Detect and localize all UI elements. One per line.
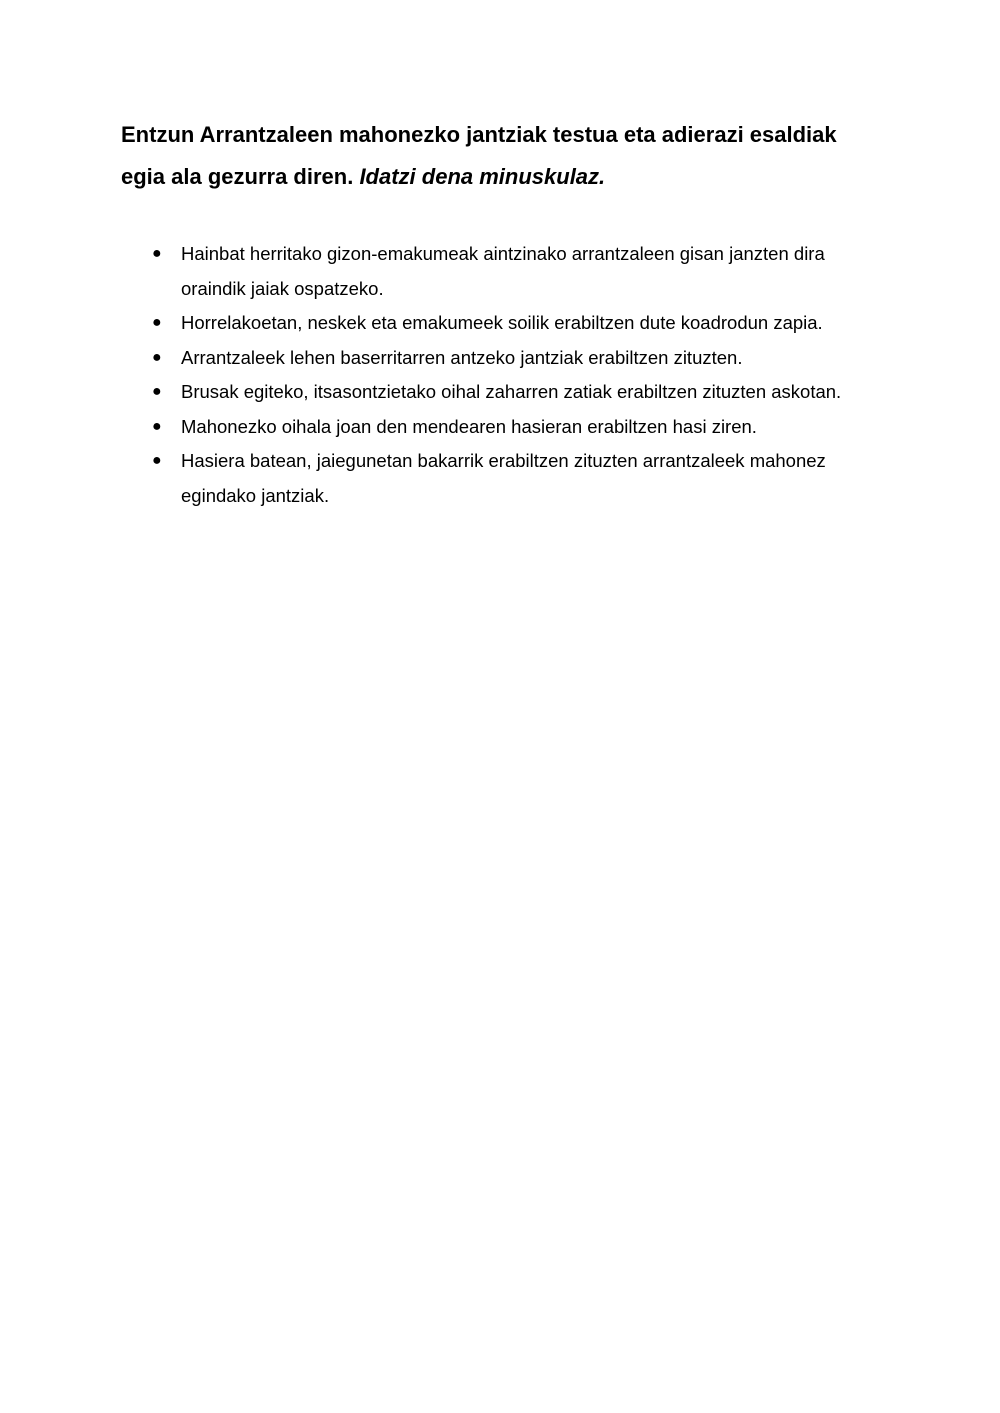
instruction-emphasis: Idatzi dena minuskulaz. <box>359 164 606 189</box>
statement-text: Horrelakoetan, neskek eta emakumeek soilik erabiltzen dute koadrodun zapia. <box>181 312 823 333</box>
statement-text: Mahonezko oihala joan den mendearen hasieran erabiltzen hasi ziren. <box>181 415 757 437</box>
bullet-icon: ● <box>152 452 162 469</box>
bullet-icon: ● <box>152 245 162 262</box>
list-item <box>150 444 850 513</box>
statement-text: Hainbat herritako gizon-emakumeak aintzinako arrantzaleen gisan janzten dira oraindik jaiak ospatzeko. <box>181 243 825 299</box>
statement-text: Arrantzaleek lehen baserritarren antzeko jantziak erabiltzen zituzten. <box>181 346 743 368</box>
list-item <box>150 306 850 341</box>
instruction-text <box>121 114 841 198</box>
statement-text: Brusak egiteko, itsasontzietako oihal zaharren zatiak erabiltzen zituzten askotan. <box>181 381 842 402</box>
bullet-icon: ● <box>152 417 162 435</box>
bullet-icon: ● <box>152 383 162 400</box>
statement-list <box>150 237 850 513</box>
bullet-icon: ● <box>152 314 162 331</box>
list-item <box>150 410 850 445</box>
statement-text: Hasiera batean, jaiegunetan bakarrik erabiltzen zituzten arrantzaleek mahonez egindako jantziak. <box>181 450 826 506</box>
list-item <box>150 341 850 376</box>
bullet-icon: ● <box>152 348 162 366</box>
list-item <box>150 237 850 306</box>
instruction-main: Entzun Arrantzaleen mahonezko jantziak testua eta adierazi esaldiak egia ala gezurra diren. <box>121 122 837 189</box>
list-item <box>150 375 850 410</box>
